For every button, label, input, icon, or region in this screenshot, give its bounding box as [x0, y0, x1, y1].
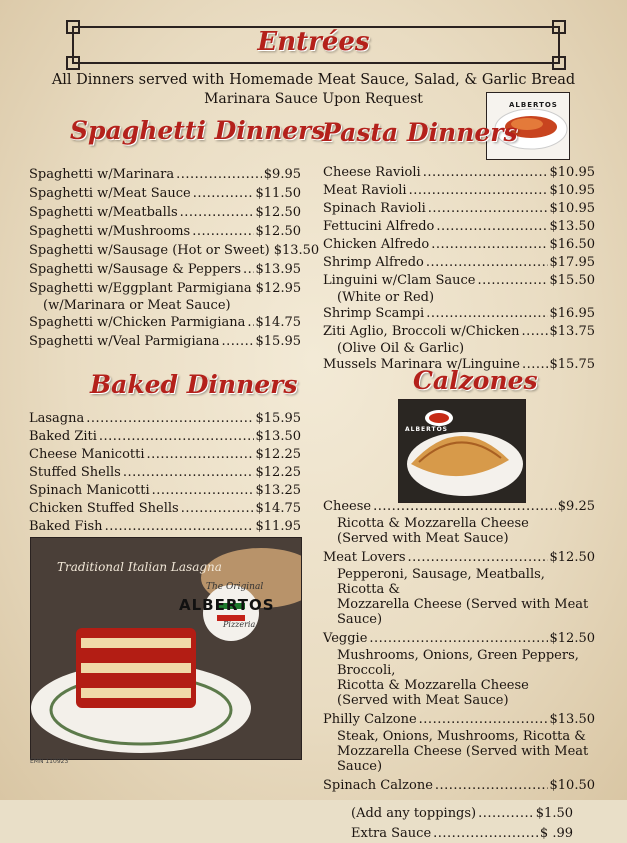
item-price: $9.25: [557, 499, 595, 514]
item-name: Spaghetti w/Meatballs: [29, 205, 178, 220]
frame-corner: [552, 56, 566, 70]
dot-leader: [522, 356, 548, 374]
dot-leader: [176, 166, 262, 184]
extra-price: $ .99: [539, 826, 573, 841]
item-price: $15.95: [255, 334, 301, 349]
item-description: (w/Marinara or Meat Sauce): [43, 298, 231, 313]
menu-item: [323, 305, 595, 323]
item-name: Mussels Marinara w/Linguine: [323, 357, 520, 372]
item-price: $13.50: [549, 712, 595, 727]
dot-leader: [426, 254, 548, 272]
menu-item: [29, 223, 301, 241]
menu-item: [29, 185, 301, 203]
item-name: Spaghetti w/Sausage (Hot or Sweet): [29, 243, 270, 258]
dot-leader: [428, 200, 548, 218]
menu-item: [29, 314, 301, 332]
menu-item: [29, 280, 301, 298]
item-name: Spinach Ravioli: [323, 201, 426, 216]
item-name: Spaghetti w/Mushrooms: [29, 224, 191, 239]
dot-leader: [478, 805, 534, 823]
dot-leader: [409, 182, 548, 200]
item-name: Spinach Manicotti: [29, 483, 150, 498]
footer-code: EMN 110923: [30, 758, 69, 765]
menu-item: [323, 236, 595, 254]
item-name: Spaghetti w/Veal Parmigiana: [29, 334, 220, 349]
item-name: Stuffed Shells: [29, 465, 121, 480]
item-price: $12.95: [255, 281, 302, 296]
menu-item: [323, 218, 595, 236]
baked-list: [29, 410, 301, 536]
dot-leader: [408, 549, 548, 567]
menu-item: [323, 164, 595, 182]
brand-logo-small: ALBERTOS: [509, 101, 558, 109]
item-price: $14.75: [255, 501, 301, 516]
marinara-note: Marinara Sauce Upon Request: [204, 91, 423, 107]
extra-name: Extra Sauce: [351, 826, 432, 841]
item-name: Ziti Aglio, Broccoli w/Chicken: [323, 324, 520, 339]
dot-leader: [123, 464, 254, 482]
item-description: Mozzarella Cheese (Served with Meat Sauce): [337, 597, 589, 627]
calzone-photo: [398, 399, 526, 503]
menu-item: [323, 323, 595, 341]
item-price: $12.50: [549, 550, 595, 565]
menu-item: [29, 428, 301, 446]
extra-item: [351, 805, 573, 823]
dot-leader: [423, 164, 548, 182]
item-description: Mozzarella Cheese (Served with Meat Sauce): [337, 744, 589, 774]
item-name: Chicken Stuffed Shells: [29, 501, 179, 516]
item-name: Shrimp Scampi: [323, 306, 425, 321]
brand-sub: Pizzeria: [223, 620, 256, 629]
menu-item: [29, 410, 301, 428]
item-price: $16.95: [549, 306, 595, 321]
item-name: Philly Calzone: [323, 712, 417, 727]
dot-leader: [369, 630, 547, 648]
item-name: Cheese: [323, 499, 372, 514]
menu-item: [323, 356, 595, 374]
item-price: $10.95: [549, 201, 595, 216]
dot-leader: [426, 305, 547, 323]
item-price: $13.25: [255, 483, 301, 498]
pasta-list: [323, 164, 595, 374]
item-price: $11.95: [255, 519, 301, 534]
menu-item: [323, 549, 595, 567]
item-price: $16.50: [549, 237, 595, 252]
item-price: $15.75: [549, 357, 595, 372]
item-name: Shrimp Alfredo: [323, 255, 424, 270]
dot-leader: [180, 204, 254, 222]
extra-price: $1.50: [535, 806, 573, 821]
item-name: Linguini w/Clam Sauce: [323, 273, 476, 288]
dot-leader: [222, 333, 254, 351]
menu-item: [29, 166, 301, 184]
item-price: $13.50: [273, 243, 320, 258]
item-description: Ricotta & Mozzarella Cheese: [337, 516, 529, 531]
item-name: Baked Ziti: [29, 429, 97, 444]
calzone-image: [399, 400, 525, 502]
menu-item: [29, 482, 301, 500]
calzone-list: [323, 498, 595, 843]
menu-item: [29, 204, 301, 222]
dot-leader: [247, 314, 253, 332]
item-name: Lasagna: [29, 411, 85, 426]
item-name: Spaghetti w/Eggplant Parmigiana: [29, 281, 252, 296]
dot-leader: [147, 446, 254, 464]
calzones-heading: Calzones: [413, 366, 538, 395]
item-price: $14.75: [255, 315, 301, 330]
menu-item: [29, 464, 301, 482]
item-name: Spaghetti w/Sausage & Peppers: [29, 262, 241, 277]
dot-leader: [436, 218, 547, 236]
item-name: Cheese Manicotti: [29, 447, 145, 462]
dot-leader: [478, 272, 548, 290]
menu-item: [323, 200, 595, 218]
menu-item: [29, 333, 301, 351]
page-title: Entrées: [257, 27, 370, 57]
item-price: $9.95: [263, 167, 301, 182]
dot-leader: [86, 410, 253, 428]
brand-script: The Original: [206, 582, 264, 592]
item-description: Pepperoni, Sausage, Meatballs, Ricotta &: [337, 567, 545, 597]
item-price: $10.95: [549, 183, 595, 198]
dot-leader: [433, 825, 538, 843]
item-price: $13.50: [255, 429, 301, 444]
item-name: Spaghetti w/Chicken Parmigiana: [29, 315, 246, 330]
brand-logo-calzone: ALBERTOS: [405, 426, 449, 433]
menu-item: [323, 272, 595, 290]
item-price: $15.95: [255, 411, 301, 426]
spaghetti-heading: Spaghetti Dinners: [70, 116, 326, 145]
item-name: Veggie: [323, 631, 368, 646]
dot-leader: [192, 223, 253, 241]
item-description: (Served with Meat Sauce): [337, 531, 509, 546]
frame-corner: [66, 56, 80, 70]
baked-heading: Baked Dinners: [90, 370, 298, 399]
dot-leader: [181, 500, 254, 518]
menu-item: [323, 630, 595, 648]
item-price: $12.25: [255, 465, 301, 480]
menu-item: [29, 261, 301, 279]
item-name: Cheese Ravioli: [323, 165, 421, 180]
menu-item: [29, 446, 301, 464]
item-name: Meat Lovers: [323, 550, 406, 565]
lasagna-photo: [30, 537, 302, 760]
item-name: Fettucini Alfredo: [323, 219, 435, 234]
item-price: $15.50: [549, 273, 595, 288]
item-price: $10.50: [549, 778, 595, 793]
menu-item: [323, 777, 595, 795]
item-description: (Served with Meat Sauce): [337, 693, 509, 708]
dinner-note: All Dinners served with Homemade Meat Sauce, Salad, & Garlic Bread: [51, 72, 576, 88]
item-price: $17.95: [549, 255, 595, 270]
item-price: $13.95: [255, 262, 301, 277]
item-description: Ricotta & Mozzarella Cheese: [337, 678, 529, 693]
item-name: Spaghetti w/Meat Sauce: [29, 186, 191, 201]
menu-item: [29, 500, 301, 518]
menu-item: [29, 518, 301, 536]
extra-item: [351, 825, 573, 843]
dot-leader: [435, 777, 548, 795]
menu-item: [29, 242, 320, 260]
item-price: $11.50: [255, 186, 301, 201]
lasagna-caption: Traditional Italian Lasagna: [57, 560, 222, 574]
item-price: $12.50: [549, 631, 595, 646]
item-description: Steak, Onions, Mushrooms, Ricotta &: [337, 729, 586, 744]
item-price: $13.75: [549, 324, 595, 339]
dot-leader: [431, 236, 547, 254]
dot-leader: [152, 482, 254, 500]
item-description: (Olive Oil & Garlic): [337, 341, 465, 356]
dot-leader: [521, 323, 547, 341]
item-name: Baked Fish: [29, 519, 103, 534]
menu-item: [323, 254, 595, 272]
dot-leader: [99, 428, 254, 446]
item-name: Meat Ravioli: [323, 183, 407, 198]
dot-leader: [193, 185, 254, 203]
item-name: Chicken Alfredo: [323, 237, 430, 252]
dot-leader: [243, 261, 254, 279]
item-price: $13.50: [549, 219, 595, 234]
item-price: $12.50: [255, 205, 301, 220]
brand-logo-large: ALBERTOS: [179, 596, 275, 614]
item-description: (White or Red): [337, 290, 435, 305]
dot-leader: [105, 518, 254, 536]
item-price: $12.50: [255, 224, 301, 239]
pasta-heading: Pasta Dinners: [322, 118, 518, 147]
extra-name: (Add any toppings): [351, 806, 477, 821]
menu-item: [323, 182, 595, 200]
item-price: $10.95: [549, 165, 595, 180]
dot-leader: [419, 711, 548, 729]
item-price: $12.25: [255, 447, 301, 462]
item-description: Mushrooms, Onions, Green Peppers, Broccoli,: [337, 648, 579, 678]
spaghetti-list: [29, 166, 320, 351]
item-name: Spinach Calzone: [323, 778, 433, 793]
menu-item: [323, 711, 595, 729]
item-name: Spaghetti w/Marinara: [29, 167, 175, 182]
